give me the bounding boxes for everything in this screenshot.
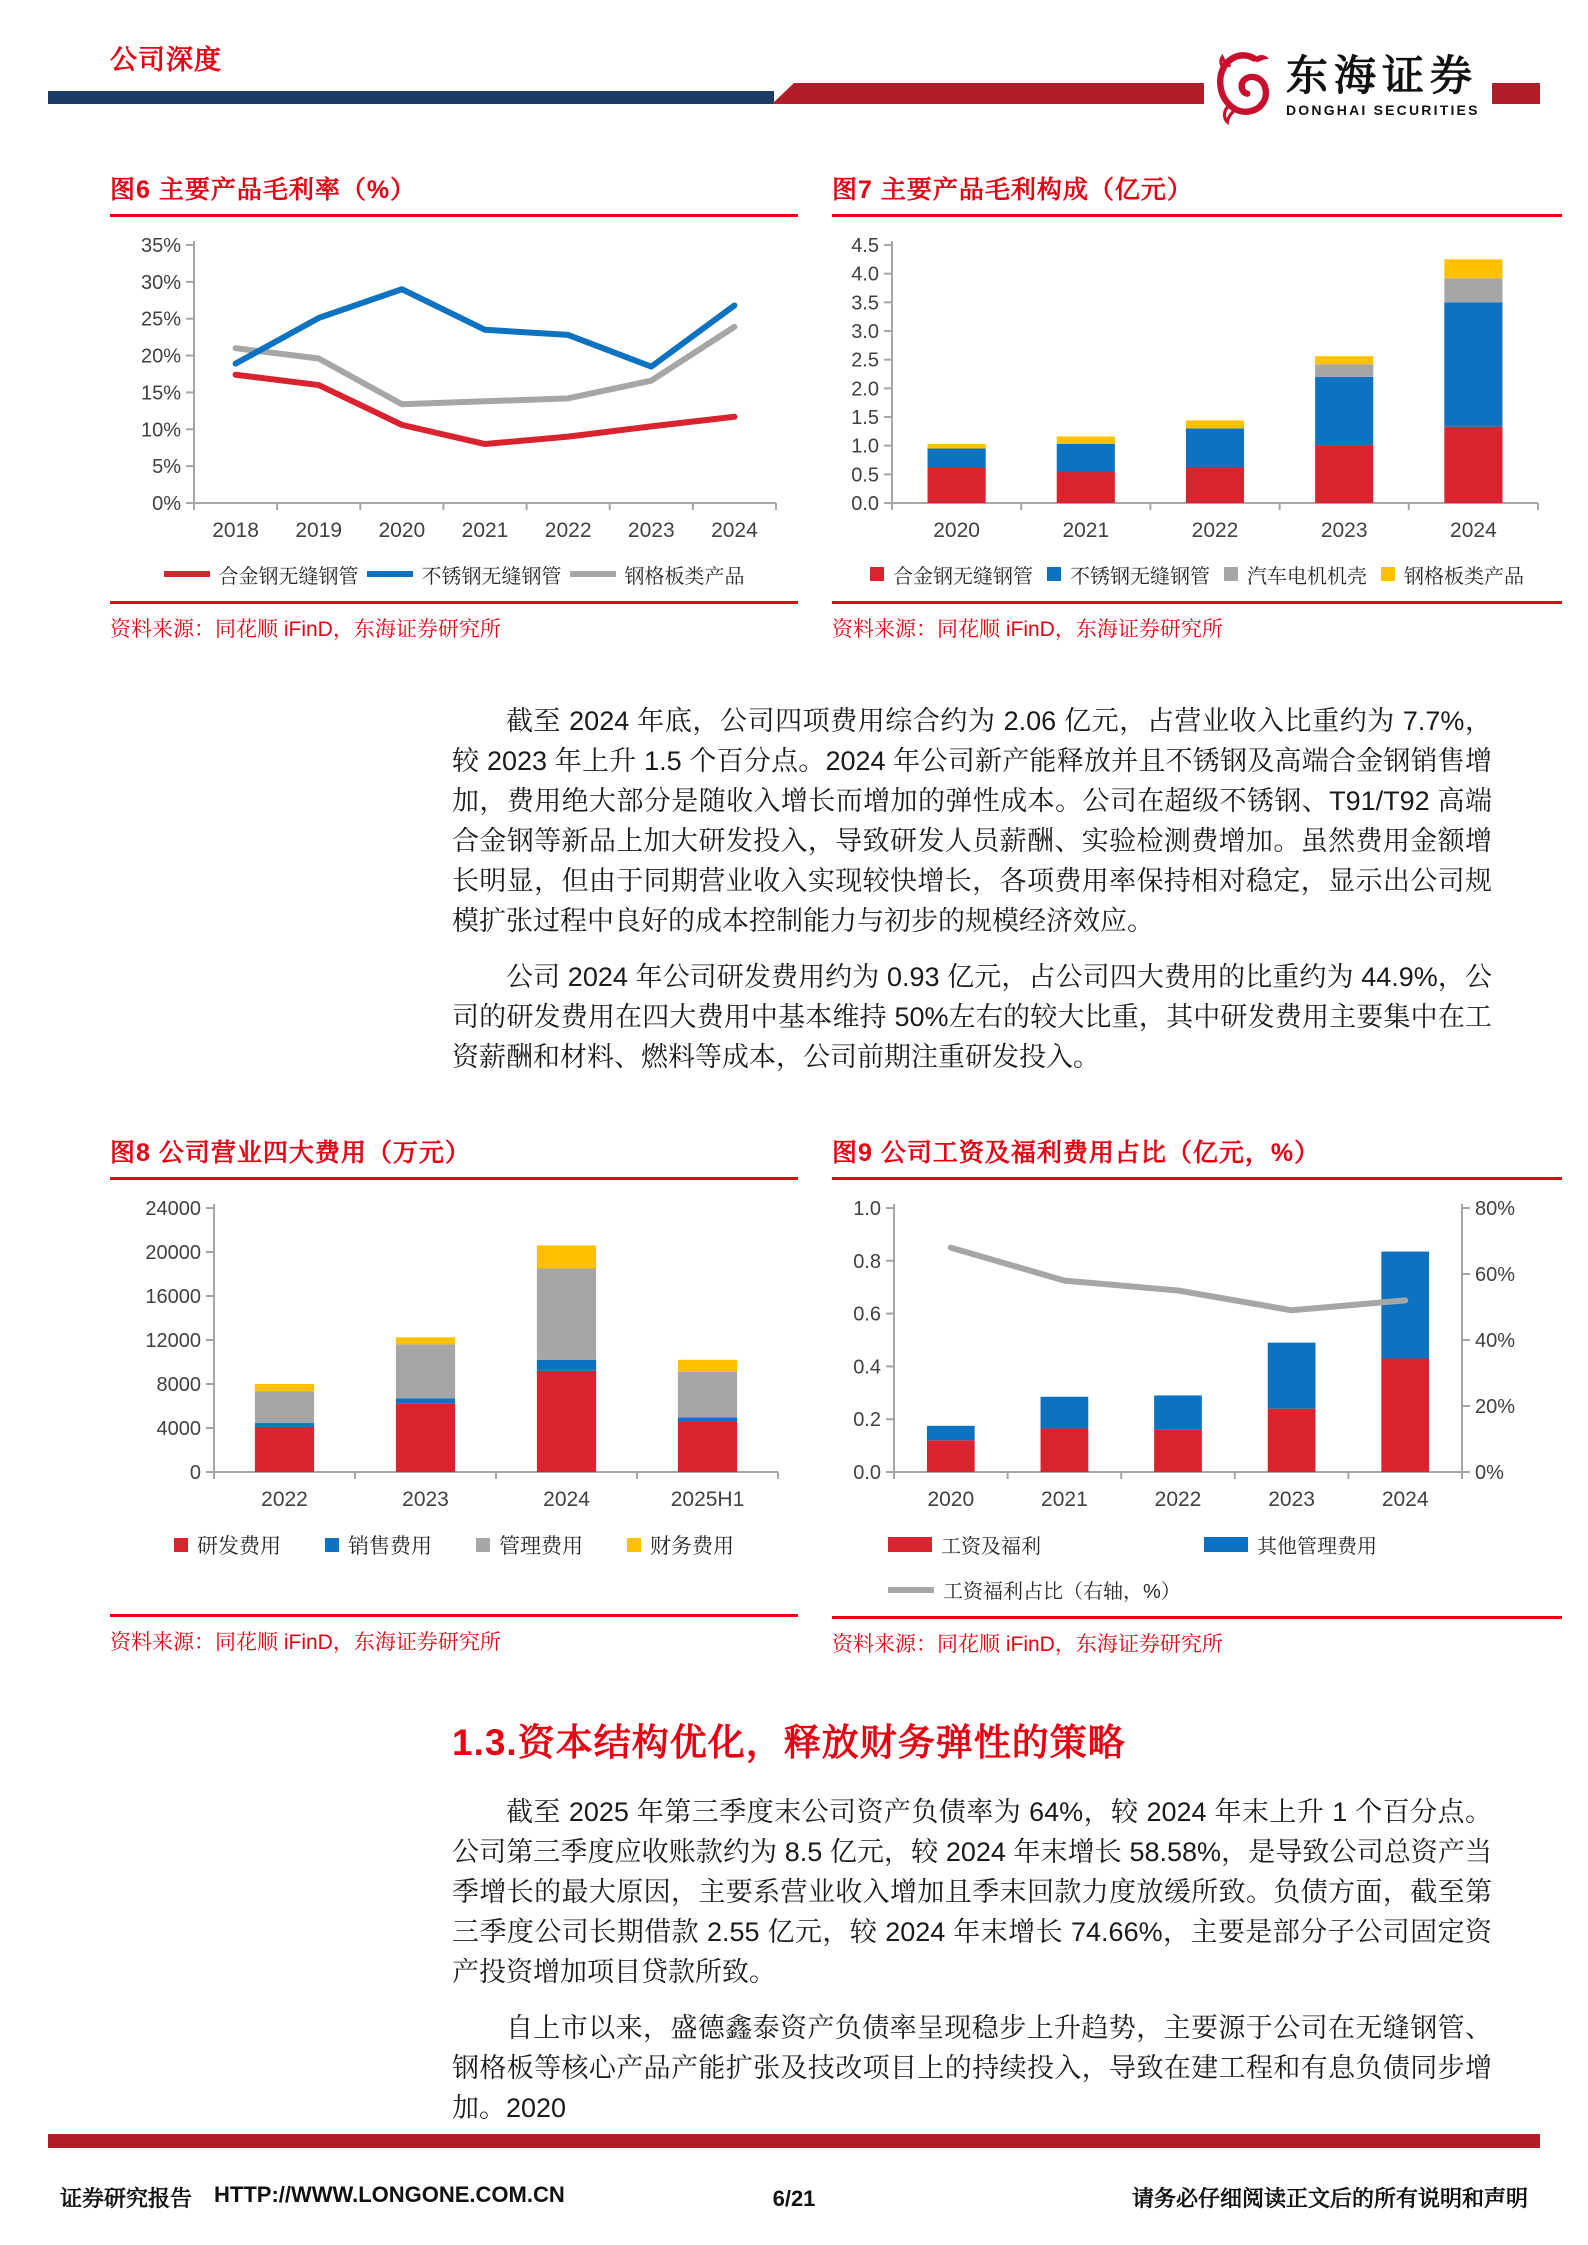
figure-7-legend [832, 559, 1562, 589]
svg-text:0.2: 0.2 [853, 1409, 881, 1432]
body-text-block-1 [452, 701, 1492, 1077]
figure-6-title: 图6 主要产品毛利率（%） [110, 170, 798, 217]
svg-text:2021: 2021 [461, 519, 509, 542]
figure-8-title: 图8 公司营业四大费用（万元） [110, 1133, 798, 1180]
figure-6-source: 资料来源：同花顺 iFinD，东海证券研究所 [110, 601, 798, 643]
brand-name-en: DONGHAI SECURITIES [1286, 101, 1480, 118]
svg-text:2.0: 2.0 [851, 378, 879, 401]
svg-text:2024: 2024 [543, 1488, 590, 1511]
brand-name-cn: 东海证券 [1286, 53, 1479, 100]
figure-row-1 [110, 170, 1562, 643]
dragon-logo-icon [1212, 45, 1276, 127]
legend-swatch [1204, 1537, 1248, 1552]
svg-text:4.5: 4.5 [851, 235, 879, 257]
figure-6 [110, 170, 798, 643]
svg-text:2023: 2023 [1268, 1488, 1315, 1511]
svg-text:3.0: 3.0 [851, 321, 879, 343]
svg-text:20%: 20% [140, 345, 181, 368]
svg-text:2023: 2023 [402, 1488, 449, 1511]
figure-8 [110, 1133, 798, 1658]
page-content [110, 170, 1562, 2128]
svg-text:25%: 25% [140, 308, 181, 331]
legend-label: 汽车电机机壳 [1247, 565, 1367, 588]
legend-swatch [627, 1538, 641, 1552]
svg-text:2020: 2020 [927, 1488, 975, 1511]
svg-text:2024: 2024 [1450, 519, 1497, 542]
svg-text:2.5: 2.5 [851, 349, 879, 372]
legend-label: 管理费用 [499, 1535, 583, 1558]
svg-text:0.4: 0.4 [853, 1356, 881, 1379]
footer-divider-bar [48, 2134, 1540, 2148]
legend-item [870, 560, 1033, 589]
figure-7-chart [832, 231, 1560, 553]
figure-9 [832, 1133, 1562, 1658]
legend-swatch [870, 567, 884, 581]
svg-text:2020: 2020 [933, 519, 980, 542]
legend-swatch [1224, 567, 1238, 581]
legend-item [174, 1530, 281, 1560]
brand-text [1286, 55, 1480, 118]
figure-8-legend [110, 1530, 798, 1602]
svg-text:0.0: 0.0 [853, 1462, 881, 1484]
svg-text:0%: 0% [1475, 1462, 1504, 1484]
body-text-block-2 [452, 1792, 1492, 2128]
svg-text:80%: 80% [1475, 1198, 1516, 1220]
legend-label: 合金钢无缝钢管 [893, 565, 1033, 588]
svg-text:35%: 35% [140, 235, 181, 257]
svg-text:12000: 12000 [145, 1330, 201, 1352]
legend-label: 工资及福利 [941, 1536, 1041, 1558]
legend-swatch [367, 571, 413, 577]
legend-swatch [325, 1538, 339, 1552]
svg-text:60%: 60% [1475, 1264, 1516, 1286]
svg-text:2020: 2020 [378, 519, 426, 542]
footer-report-type: 证券研究报告 [60, 2186, 193, 2211]
svg-text:1.0: 1.0 [851, 435, 879, 458]
figure-9-source: 资料来源：同花顺 iFinD，东海证券研究所 [832, 1616, 1562, 1658]
legend-label: 不锈钢无缝钢管 [1070, 565, 1210, 588]
paragraph-expenses-overview: 截至 2024 年底，公司四项费用综合约为 2.06 亿元，占营业收入比重约为 7.7%，较 2023 年上升 1.5 个百分点。2024 年公司新产能释放并且不锈钢及高端合金钢销售增加，费用绝大部分是随收入增长而增加的弹性成本。公司在超级不锈钢、T91/T92 高端合金钢等新品上加大研发投入，导致研发人员薪酬、实验检测费增加。虽然费用金额增长明显，但由于同期营业收入实现较快增长，各项费用率保持相对稳定，显示出公司规模扩张过程中良好的成本控制能力与初步的规模经济效应。 [452, 706, 1492, 936]
svg-text:10%: 10% [140, 419, 181, 442]
svg-text:2022: 2022 [1191, 519, 1239, 542]
figure-7 [832, 170, 1562, 643]
svg-text:30%: 30% [140, 271, 181, 294]
legend-item [476, 1530, 583, 1560]
legend-item [1047, 560, 1210, 589]
legend-swatch [476, 1538, 490, 1552]
legend-label: 其他管理费用 [1257, 1536, 1377, 1558]
legend-item [888, 1530, 1041, 1559]
svg-text:0: 0 [189, 1462, 201, 1484]
legend-item [570, 560, 745, 589]
figure-9-title: 图9 公司工资及福利费用占比（亿元，%） [832, 1133, 1562, 1180]
svg-text:2022: 2022 [261, 1488, 308, 1511]
svg-text:4000: 4000 [156, 1418, 201, 1440]
figure-row-2 [110, 1133, 1562, 1658]
svg-text:0.6: 0.6 [853, 1303, 881, 1326]
svg-text:2023: 2023 [627, 519, 675, 542]
footer-disclaimer: 请务必仔细阅读正文后的所有说明和声明 [1132, 2186, 1529, 2211]
svg-text:15%: 15% [140, 382, 181, 405]
svg-text:2019: 2019 [295, 519, 343, 542]
svg-text:1.5: 1.5 [851, 407, 879, 429]
svg-text:20000: 20000 [145, 1242, 201, 1264]
paragraph-debt-ratio: 截至 2025 年第三季度末公司资产负债率为 64%，较 2024 年末上升 1 个百分点。公司第三季度应收账款约为 8.5 亿元，较 2024 年末增长 58.58%，是导致公司总资产当季增长的最大原因，主要系营业收入增加且季末回款力度放缓所致。负债方面，截至第三季度公司长期借款 2.55 亿元，较 2024 年末增长 74.66%，主要是部分子公司固定资产投资增加项目贷款所致。 [452, 1797, 1492, 1987]
legend-label: 工资福利占比（右轴，%） [943, 1581, 1181, 1603]
svg-text:0.5: 0.5 [851, 464, 879, 487]
legend-item [888, 1575, 1181, 1604]
svg-text:3.5: 3.5 [851, 292, 879, 315]
svg-text:2022: 2022 [544, 519, 592, 542]
paragraph-leverage-trend: 自上市以来，盛德鑫泰资产负债率呈现稳步上升趋势，主要源于公司在无缝钢管、钢格板等核心产品产能扩张及技改项目上的持续投入，导致在建工程和有息负债同步增加。2020 [452, 2013, 1492, 2123]
svg-text:2018: 2018 [212, 519, 259, 542]
figure-9-chart [832, 1194, 1560, 1524]
svg-text:20%: 20% [1475, 1396, 1516, 1418]
footer-url: HTTP://WWW.LONGONE.COM.CN [214, 2182, 565, 2207]
footer-left [60, 2182, 773, 2213]
footer-page-number: 6/21 [772, 2186, 816, 2211]
svg-text:24000: 24000 [145, 1198, 201, 1220]
legend-swatch [1381, 567, 1395, 581]
svg-text:16000: 16000 [145, 1286, 201, 1308]
header-bar-blue-segment [48, 91, 774, 104]
svg-text:40%: 40% [1475, 1330, 1516, 1352]
svg-text:2024: 2024 [711, 519, 758, 542]
figure-9-legend [832, 1530, 1562, 1604]
figure-7-title: 图7 主要产品毛利构成（亿元） [832, 170, 1562, 217]
legend-label: 钢格板类产品 [624, 565, 745, 588]
svg-text:1.0: 1.0 [853, 1198, 881, 1220]
svg-text:8000: 8000 [156, 1374, 201, 1396]
legend-swatch [888, 1537, 932, 1552]
svg-text:2025H1: 2025H1 [670, 1488, 745, 1511]
report-category-label: 公司深度 [110, 45, 222, 75]
svg-text:2024: 2024 [1381, 1488, 1429, 1511]
svg-text:0.8: 0.8 [853, 1250, 881, 1273]
legend-swatch [1047, 567, 1061, 581]
legend-swatch [174, 1538, 188, 1552]
legend-label: 销售费用 [348, 1535, 432, 1558]
legend-item [1204, 1530, 1377, 1559]
legend-item [164, 560, 359, 589]
donghai-logo [1204, 40, 1492, 132]
footer [60, 2182, 1528, 2213]
paragraph-rd-expense: 公司 2024 年公司研发费用约为 0.93 亿元，占公司四大费用的比重约为 44.9%，公司的研发费用在四大费用中基本维持 50%左右的较大比重，其中研发费用主要集中在工资薪酬和材料、燃料等成本，公司前期注重研发投入。 [452, 962, 1492, 1072]
svg-text:0.0: 0.0 [851, 493, 879, 515]
svg-text:0%: 0% [152, 493, 181, 515]
svg-text:5%: 5% [152, 456, 181, 479]
legend-item [325, 1530, 432, 1560]
legend-label: 财务费用 [650, 1535, 734, 1558]
legend-label: 研发费用 [197, 1535, 281, 1558]
svg-text:2022: 2022 [1154, 1488, 1202, 1511]
legend-swatch [888, 1587, 934, 1593]
figure-7-source: 资料来源：同花顺 iFinD，东海证券研究所 [832, 601, 1562, 643]
figure-6-chart [110, 231, 796, 553]
svg-text:2023: 2023 [1320, 519, 1368, 542]
figure-8-source: 资料来源：同花顺 iFinD，东海证券研究所 [110, 1614, 798, 1656]
legend-swatch [570, 571, 616, 577]
legend-label: 钢格板类产品 [1404, 565, 1524, 588]
legend-item [1224, 560, 1367, 589]
figure-6-legend [110, 559, 798, 589]
section-heading-1-3: 1.3.资本结构优化，释放财务弹性的策略 [452, 1722, 1126, 1763]
svg-text:2021: 2021 [1041, 1488, 1088, 1511]
svg-text:4.0: 4.0 [851, 263, 879, 286]
legend-swatch [164, 571, 210, 577]
figure-8-chart [110, 1194, 796, 1524]
legend-label: 合金钢无缝钢管 [218, 565, 359, 588]
svg-text:2021: 2021 [1062, 519, 1110, 542]
legend-item [627, 1530, 734, 1560]
legend-item [1381, 560, 1524, 589]
legend-label: 不锈钢无缝钢管 [421, 565, 562, 588]
legend-item [367, 560, 562, 589]
